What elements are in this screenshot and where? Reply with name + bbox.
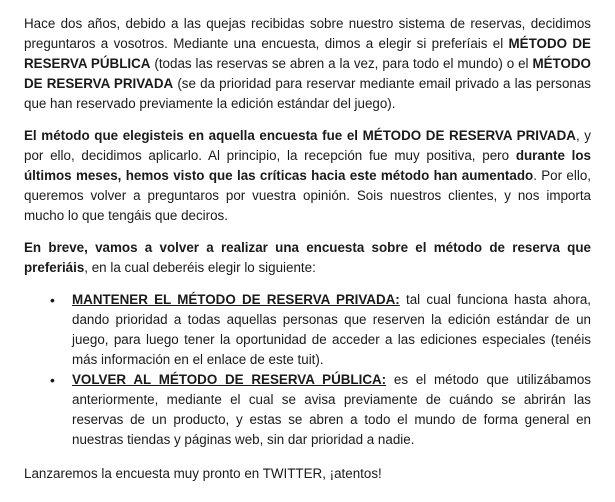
survey-bold: En breve, vamos a volver a realizar una encuesta sobre el método de reserva que preferiáis — [24, 240, 591, 275]
result-bold-2: durante los últimos meses, hemos visto que las críticas hacia este método han aumentado — [24, 148, 592, 183]
intro-text-2: (todas las reservas se abren a la vez, para todo el mundo) o el — [150, 56, 533, 71]
list-item — [50, 290, 591, 370]
bullet-icon: • — [50, 292, 55, 308]
public-method-term: MÉTODO DE RESERVA PÚBLICA — [24, 36, 591, 71]
closing-paragraph: Lanzaremos la encuesta muy pronto en TWITTER, ¡atentos! — [24, 466, 382, 481]
intro-text-1: Hace dos años, debido a las quejas recibidas sobre nuestro sistema de reservas, decidimos preguntaros a vosotros. Mediante una encuesta, dimos a elegir si preferíais el — [24, 16, 591, 51]
bullet-icon: • — [50, 372, 55, 388]
intro-text-3: (se da prioridad para reservar mediante email privado a las personas que han reservado previamente la edición estándar del juego). — [24, 76, 591, 111]
options-list — [24, 290, 591, 450]
option-title: MANTENER EL MÉTODO DE RESERVA PRIVADA: — [72, 292, 400, 307]
result-text-1: , y por ello, decidimos aplicarlo. Al principio, la recepción fue muy positiva, pero — [24, 128, 592, 163]
option-text: tal cual funciona hasta ahora, dando prioridad a todas aquellas personas que reserven la edición estándar de un juego, para luego tener la oportunidad de acceder a las ediciones especiales (tenéis más información en el enlace de este tuit). — [72, 292, 591, 367]
option-text: es el método que utilizábamos anteriormente, mediante el cual se avisa previamente de cuándo se abrirán las reservas de un producto, y estas se abren a todo el mundo de forma general en nuestras tiendas y páginas web, sin dar prioridad a nadie. — [72, 372, 591, 447]
survey-text: , en la cual deberéis elegir lo siguiente: — [84, 260, 316, 275]
intro-paragraph — [24, 14, 591, 114]
list-item — [50, 370, 591, 450]
survey-paragraph — [24, 238, 591, 278]
result-text-2: . Por ello, queremos volver a preguntaros por vuestra opinión. Sois nuestros clientes, y nos importa mucho lo que tengáis que deciros. — [24, 168, 591, 223]
option-title: VOLVER AL MÉTODO DE RESERVA PÚBLICA: — [72, 372, 387, 387]
document-body — [24, 14, 591, 496]
private-method-term: MÉTODO DE RESERVA PRIVADA — [24, 56, 591, 91]
result-bold-1: El método que elegisteis en aquella encuesta fue el MÉTODO DE RESERVA PRIVADA — [24, 128, 576, 143]
result-paragraph — [24, 126, 591, 226]
